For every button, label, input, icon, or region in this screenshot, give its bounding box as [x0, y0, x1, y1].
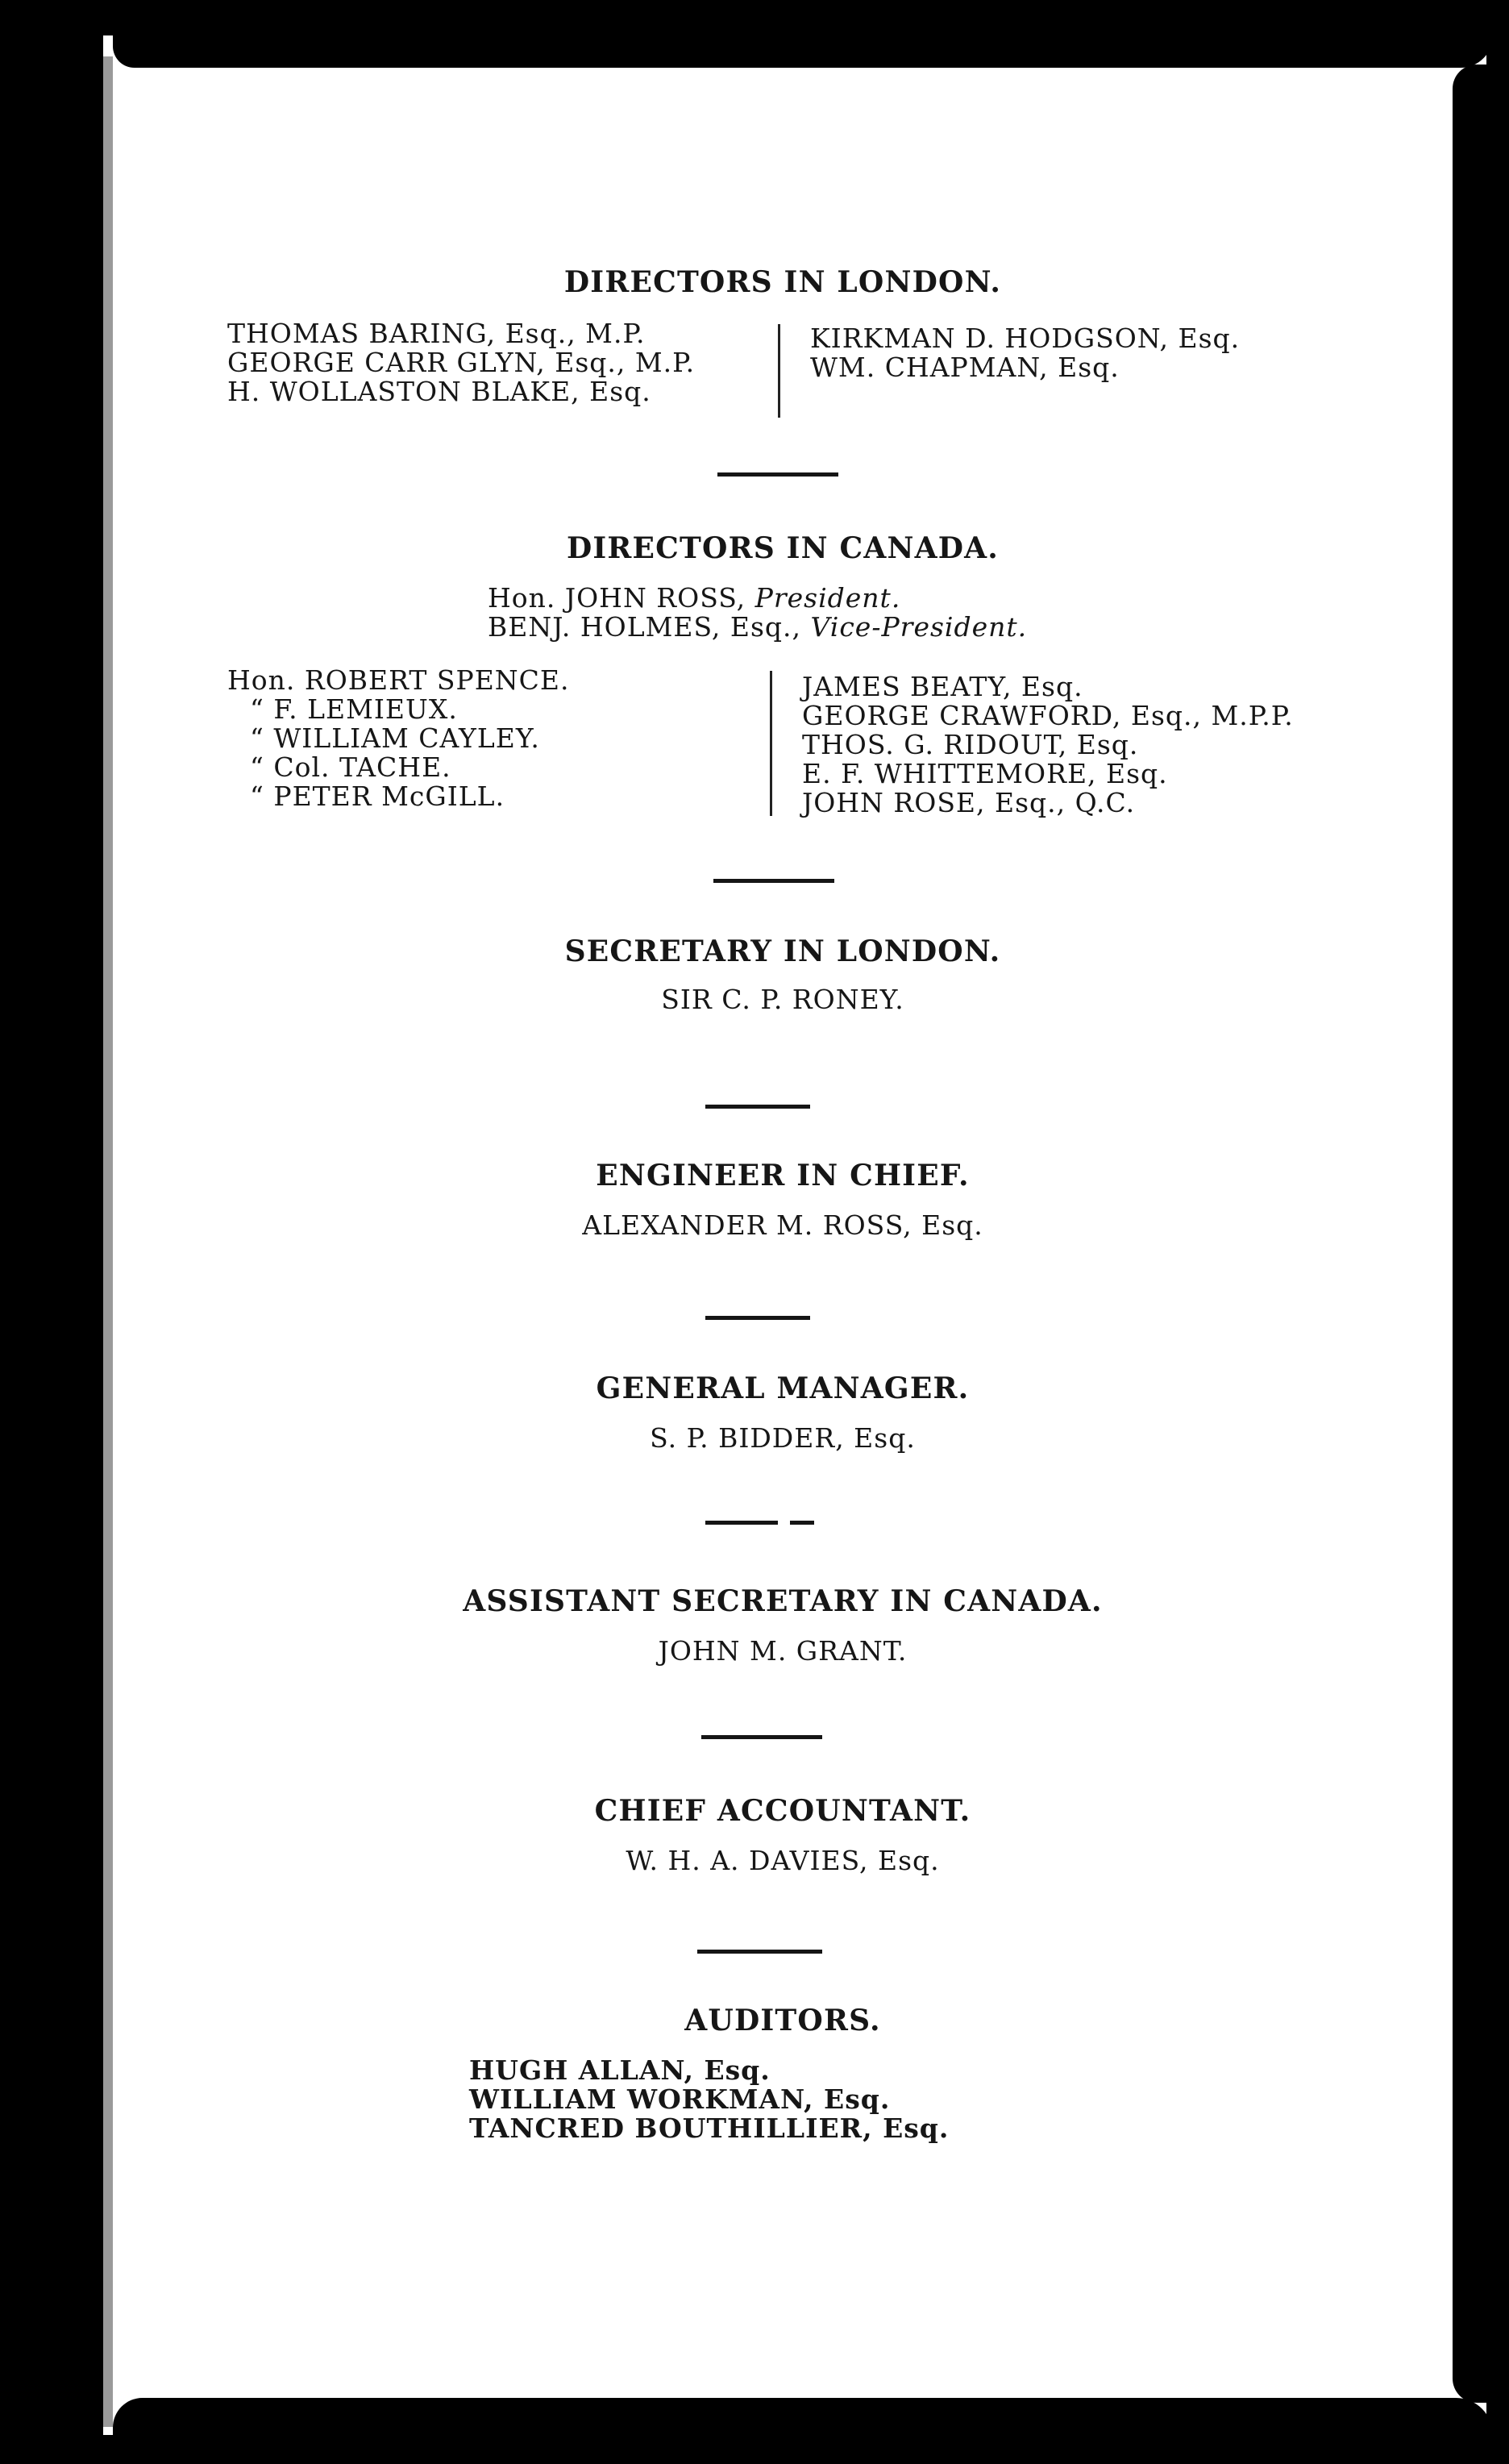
column-divider: [770, 671, 772, 816]
scan-edge-left: [0, 0, 103, 2464]
assistant-secretary-heading: ASSISTANT SECRETARY IN CANADA.: [463, 1584, 1103, 1618]
section-rule: [790, 1521, 814, 1525]
column-divider: [778, 324, 780, 418]
canada-director: Hon. ROBERT SPENCE.: [227, 664, 570, 696]
section-rule: [701, 1735, 822, 1739]
vice-president-name: BENJ. HOLMES, Esq.,: [488, 611, 811, 643]
auditor-name: HUGH ALLAN, Esq.: [469, 2054, 771, 2086]
london-directors-heading: DIRECTORS IN LONDON.: [563, 265, 1002, 299]
scan-edge-top: [0, 0, 1509, 35]
section-rule: [705, 1521, 778, 1525]
page-gutter: [103, 56, 113, 2427]
scan-edge-bottom-inner: [113, 2398, 1493, 2435]
canada-director: JAMES BEATY, Esq.: [802, 671, 1083, 702]
canada-director: THOS. G. RIDOUT, Esq.: [802, 729, 1139, 760]
london-director: H. WOLLASTON BLAKE, Esq.: [227, 376, 651, 407]
secretary-london-name: SIR C. P. RONEY.: [661, 984, 904, 1015]
auditors-heading: AUDITORS.: [684, 2004, 881, 2037]
canada-directors-heading: DIRECTORS IN CANADA.: [566, 531, 1000, 565]
canada-president: [488, 582, 900, 614]
london-director: THOMAS BARING, Esq., M.P.: [227, 318, 646, 349]
accountant-heading: CHIEF ACCOUNTANT.: [594, 1794, 971, 1828]
canada-director: “ F. LEMIEUX.: [250, 693, 458, 725]
assistant-secretary-name: JOHN M. GRANT.: [658, 1635, 908, 1667]
section-rule: [713, 879, 834, 883]
scan-edge-bottom: [0, 2435, 1509, 2464]
section-rule: [697, 1950, 822, 1954]
accountant-name: W. H. A. DAVIES, Esq.: [626, 1845, 940, 1876]
section-rule: [705, 1316, 810, 1320]
manager-name: S. P. BIDDER, Esq.: [650, 1422, 916, 1454]
scan-edge-right-inner: [1453, 65, 1486, 2403]
vice-president-title: Vice-President.: [810, 611, 1028, 643]
section-rule: [717, 472, 838, 477]
canada-vice-president: [488, 611, 1027, 643]
canada-director: “ Col. TACHE.: [250, 751, 451, 783]
london-director: KIRKMAN D. HODGSON, Esq.: [810, 323, 1241, 354]
engineer-name: ALEXANDER M. ROSS, Esq.: [582, 1209, 983, 1241]
auditor-name: TANCRED BOUTHILLIER, Esq.: [469, 2112, 950, 2144]
manager-heading: GENERAL MANAGER.: [596, 1371, 970, 1405]
president-title: President.: [754, 582, 901, 614]
scan-edge-top-inner: [113, 35, 1493, 68]
canada-director: JOHN ROSE, Esq., Q.C.: [802, 787, 1136, 818]
engineer-heading: ENGINEER IN CHIEF.: [596, 1159, 970, 1192]
canada-director: “ WILLIAM CAYLEY.: [250, 722, 540, 754]
auditor-name: WILLIAM WORKMAN, Esq.: [469, 2083, 891, 2115]
canada-director: “ PETER McGILL.: [250, 780, 505, 812]
scan-edge-right: [1486, 0, 1509, 2464]
canada-director: GEORGE CRAWFORD, Esq., M.P.P.: [802, 700, 1294, 731]
section-rule: [705, 1105, 810, 1109]
london-director: GEORGE CARR GLYN, Esq., M.P.: [227, 347, 696, 378]
canada-director: E. F. WHITTEMORE, Esq.: [802, 758, 1168, 789]
secretary-london-heading: SECRETARY IN LONDON.: [564, 934, 1001, 968]
document-page: [113, 68, 1453, 2398]
london-director: WM. CHAPMAN, Esq.: [810, 352, 1120, 383]
president-name: Hon. JOHN ROSS,: [488, 582, 755, 614]
